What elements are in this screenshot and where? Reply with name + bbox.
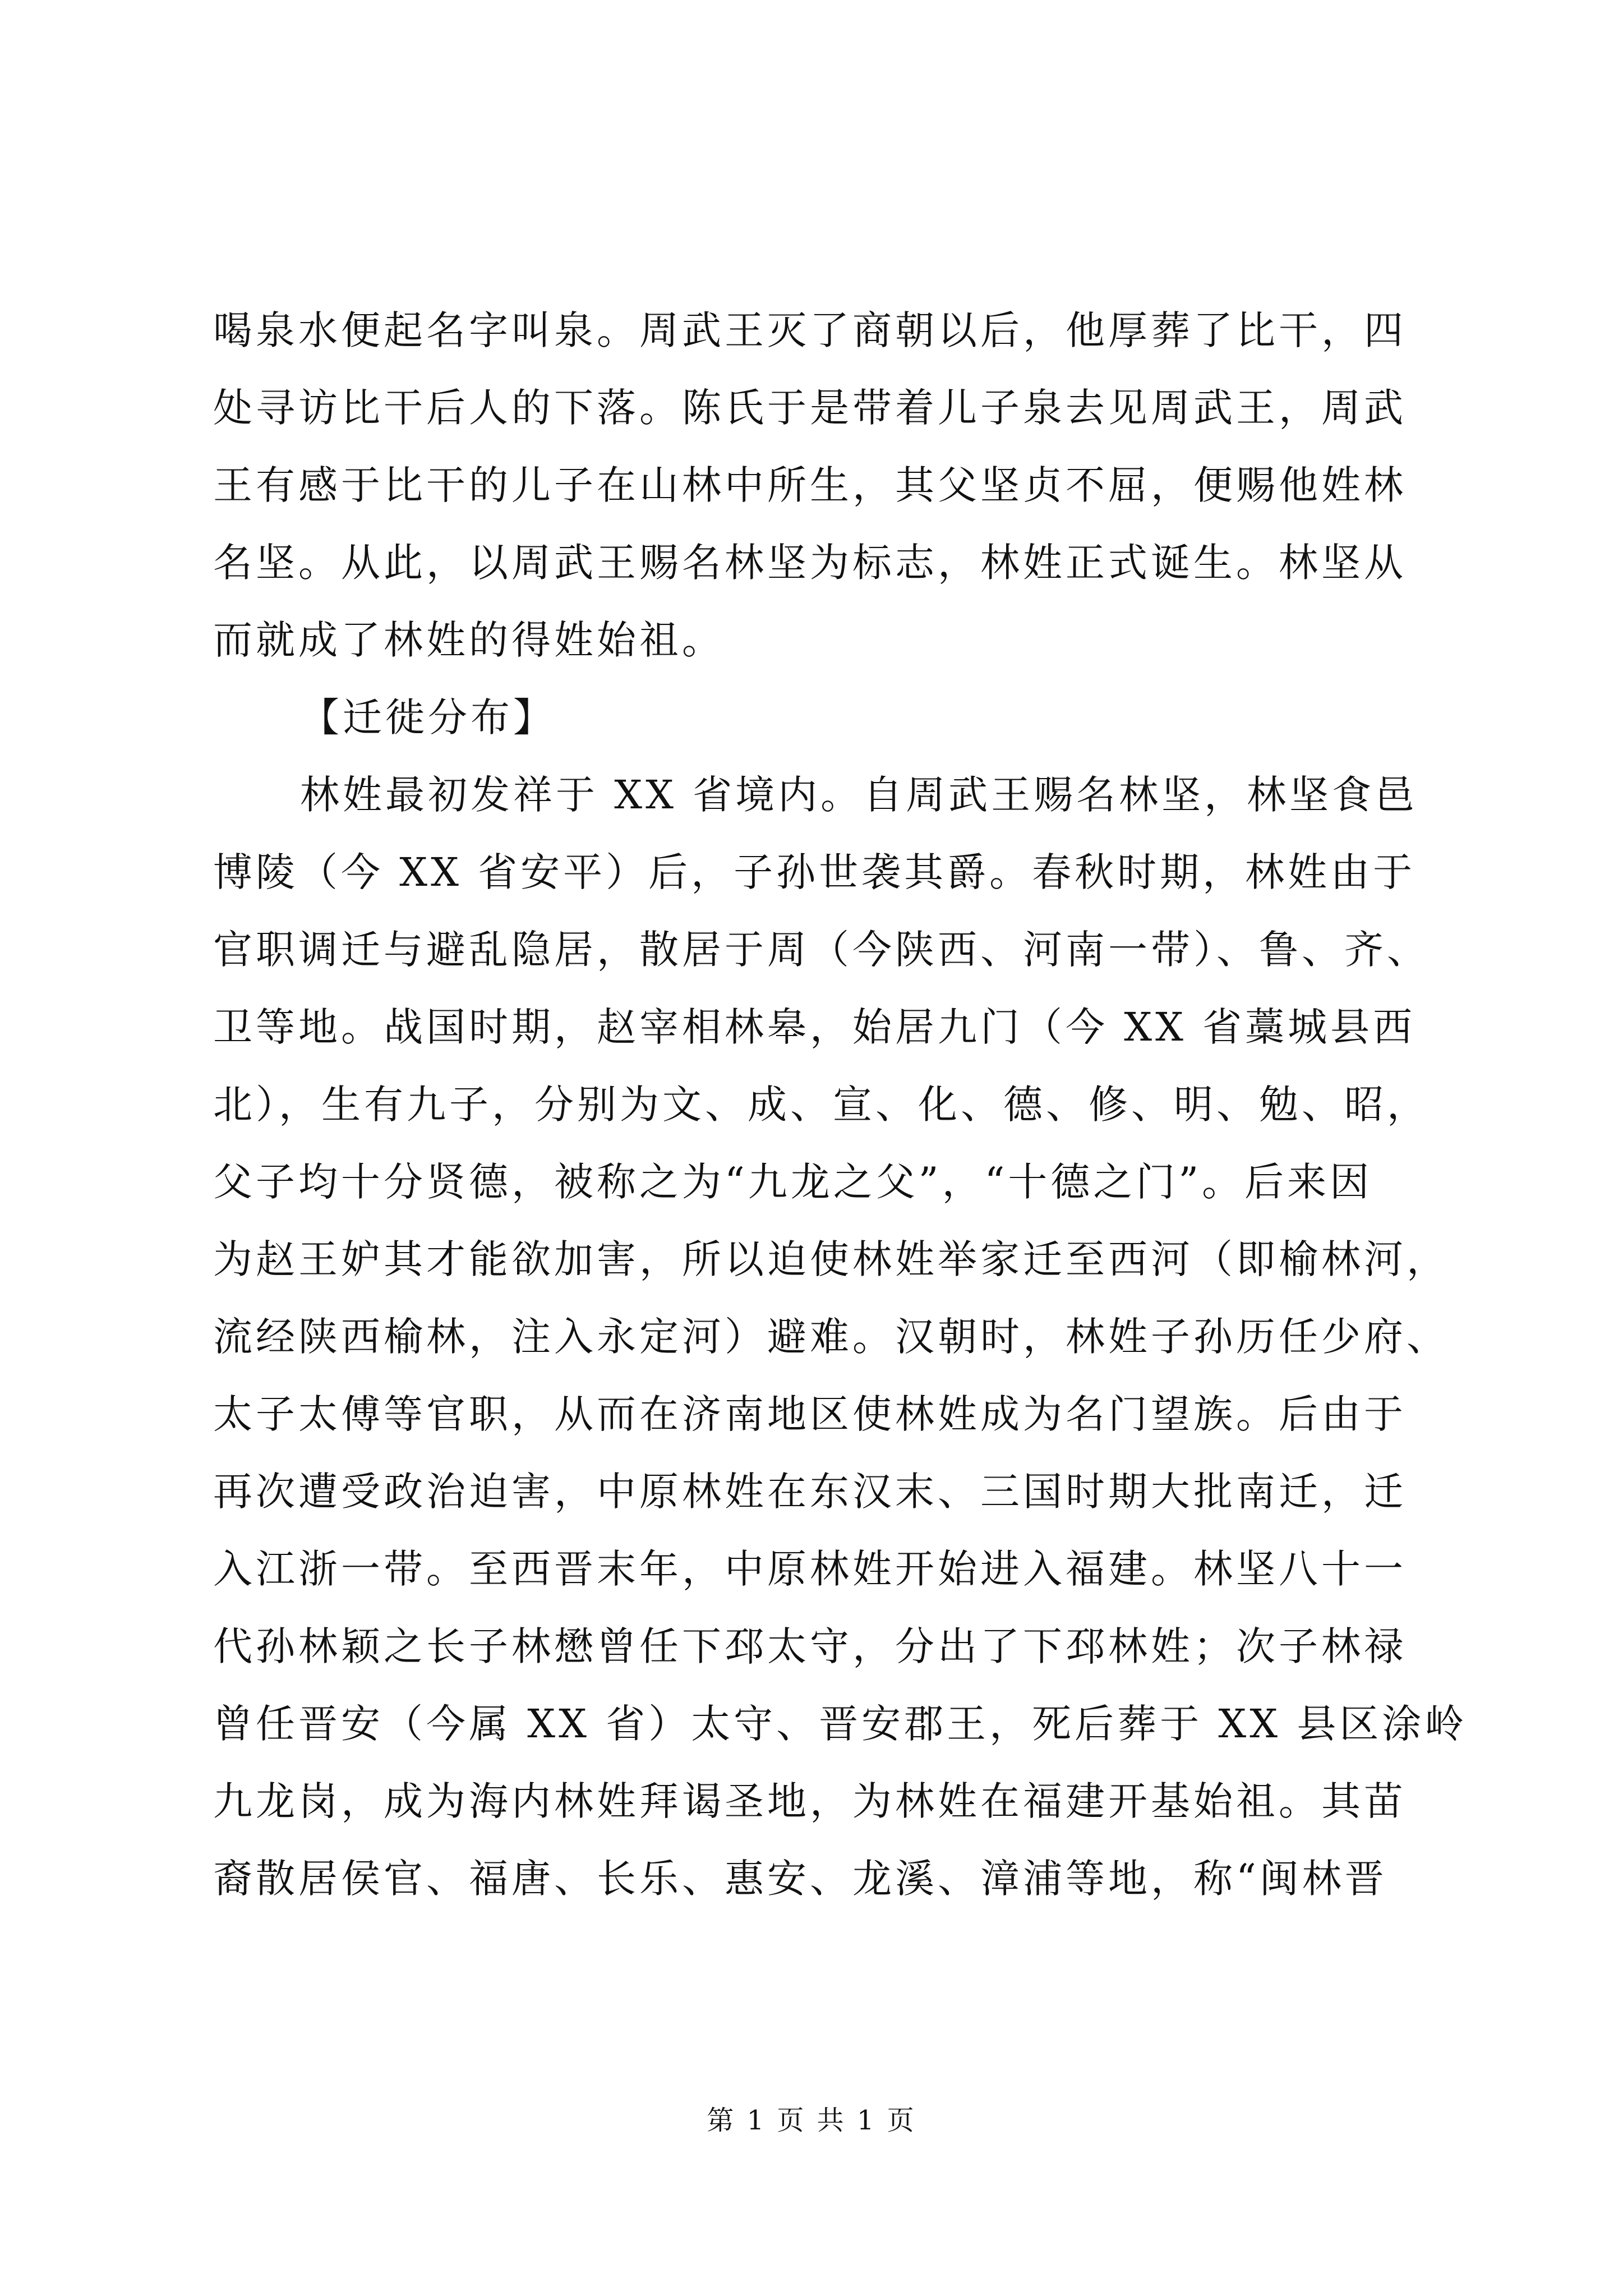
paragraph-first-line: 林姓最初发祥于 XX 省境内。自周武王赐名林坚，林坚食邑: [300, 772, 1418, 818]
text-line: 流经陕西榆林，注入永定河）避难。汉朝时，林姓子孙历任少府、: [213, 1314, 1449, 1360]
text-line: 王有感于比干的儿子在山林中所生，其父坚贞不屈，便赐他姓林: [213, 462, 1407, 508]
text-line: 入江浙一带。至西晋末年，中原林姓开始进入福建。林坚八十一: [213, 1546, 1407, 1592]
text-line: 曾任晋安（今属 XX 省）太守、晋安郡王，死后葬于 XX 县区涂岭: [213, 1701, 1468, 1747]
body-text: [213, 292, 1468, 1917]
text-line: 代孙林颖之长子林懋曾任下邳太守，分出了下邳林姓；次子林禄: [213, 1623, 1407, 1669]
text-line: 父子均十分贤德，被称之为“九龙之父”，“十德之门”。后来因: [213, 1159, 1373, 1205]
text-line: 九龙岗，成为海内林姓拜谒圣地，为林姓在福建开基始祖。其苗: [213, 1778, 1407, 1824]
text-line: 而就成了林姓的得姓始祖。: [213, 617, 725, 663]
text-line: 处寻访比干后人的下落。陈氏于是带着儿子泉去见周武王，周武: [213, 385, 1407, 431]
text-line: 喝泉水便起名字叫泉。周武王灭了商朝以后，他厚葬了比干，四: [213, 307, 1407, 353]
text-line: 再次遭受政治迫害，中原林姓在东汉末、三国时期大批南迁，迁: [213, 1469, 1407, 1515]
text-line: 裔散居侯官、福唐、长乐、惠安、龙溪、漳浦等地，称“闽林晋: [213, 1856, 1387, 1902]
page-footer: 第 1 页 共 1 页: [707, 2105, 916, 2136]
section-heading: 【迁徙分布】: [300, 694, 556, 740]
text-line: 为赵王妒其才能欲加害，所以迫使林姓举家迁至西河（即榆林河，: [213, 1236, 1449, 1282]
text-line: 名坚。从此，以周武王赐名林坚为标志，林姓正式诞生。林坚从: [213, 540, 1407, 586]
text-line: 官职调迁与避乱隐居，散居于周（今陕西、河南一带）、鲁、齐、: [213, 927, 1430, 973]
text-line: 太子太傅等官职，从而在济南地区使林姓成为名门望族。后由于: [213, 1391, 1407, 1437]
text-line: 博陵（今 XX 省安平）后，子孙世袭其爵。春秋时期，林姓由于: [213, 849, 1416, 895]
text-line: 卫等地。战国时期，赵宰相林皋，始居九门（今 XX 省藁城县西: [213, 1004, 1416, 1050]
text-line: 北），生有九子，分别为文、成、宣、化、德、修、明、勉、昭，: [213, 1082, 1430, 1128]
